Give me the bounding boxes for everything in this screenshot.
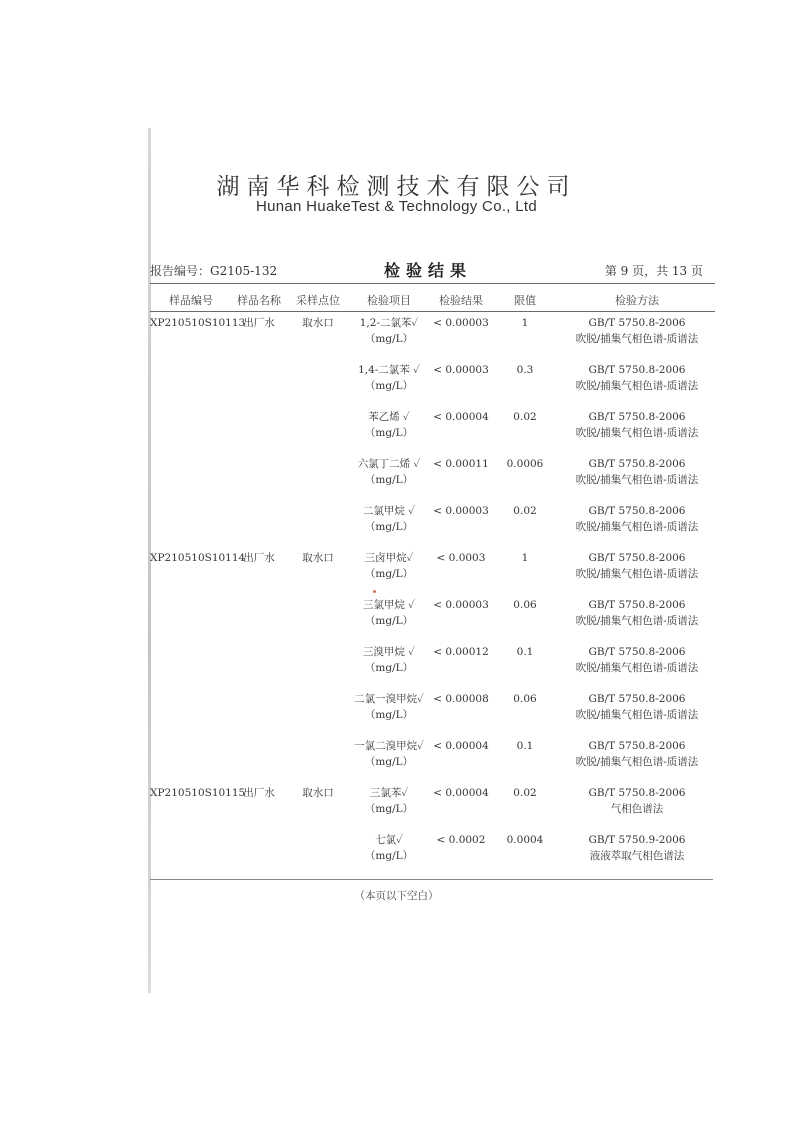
test-result: < 0.00004	[433, 787, 489, 799]
col-header-sample-id: 样品编号	[169, 294, 213, 307]
test-method	[562, 691, 712, 723]
test-result: < 0.00003	[433, 505, 489, 517]
test-limit: 0.02	[513, 787, 537, 799]
test-item-name: 二氯一溴甲烷✓	[354, 693, 424, 705]
test-limit: 0.0006	[506, 458, 544, 470]
page-info: 第 9 页，共 13 页	[604, 264, 703, 278]
test-item	[345, 456, 433, 488]
test-limit: 0.1	[516, 740, 534, 752]
test-item-unit: （mg/L）	[364, 756, 414, 768]
method-description: 吹脱/捕集气相色谱-质谱法	[575, 756, 699, 768]
method-standard: GB/T 5750.8-2006	[588, 599, 686, 611]
method-description: 液液萃取气相色谱法	[589, 850, 685, 862]
test-method	[562, 738, 712, 770]
method-standard: GB/T 5750.8-2006	[588, 693, 686, 705]
sample-location: 取水口	[302, 317, 334, 329]
test-item-unit: （mg/L）	[364, 521, 414, 533]
col-header-item: 检验项目	[367, 294, 411, 307]
col-header-location: 采样点位	[296, 294, 340, 307]
method-standard: GB/T 5750.8-2006	[588, 740, 686, 752]
method-standard: GB/T 5750.8-2006	[588, 458, 686, 470]
report-number: 报告编号：G2105-132	[150, 264, 278, 278]
method-description: 吹脱/捕集气相色谱-质谱法	[575, 615, 699, 627]
test-item-name: 一氯二溴甲烷✓	[354, 740, 424, 752]
report-title: 检验结果	[384, 261, 473, 280]
sample-name: 出厂水	[243, 787, 275, 799]
sample-location: 取水口	[302, 552, 334, 564]
test-item-unit: （mg/L）	[364, 380, 414, 392]
test-limit: 0.3	[516, 364, 534, 376]
test-limit: 1	[521, 552, 529, 564]
test-item-unit: （mg/L）	[364, 427, 414, 439]
test-limit: 1	[521, 317, 529, 329]
sample-name: 出厂水	[243, 317, 275, 329]
test-method	[562, 644, 712, 676]
test-item	[345, 691, 433, 723]
test-item-name: 苯乙烯 ✓	[368, 411, 410, 423]
table-top-rule	[150, 283, 715, 284]
col-header-result: 检验结果	[439, 294, 483, 307]
test-item-name: 七氯✓	[375, 834, 403, 846]
test-result: < 0.00003	[433, 599, 489, 611]
test-method	[562, 597, 712, 629]
sample-id: XP210510S10115	[150, 787, 246, 799]
sample-location: 取水口	[302, 787, 334, 799]
blank-below-note: （本页以下空白）	[354, 890, 439, 902]
test-result: < 0.00003	[433, 364, 489, 376]
sample-id: XP210510S10113	[150, 317, 246, 329]
test-method	[562, 456, 712, 488]
test-item-name: 二氯甲烷 ✓	[362, 505, 416, 517]
test-item	[345, 832, 433, 864]
test-method	[562, 362, 712, 394]
test-method	[562, 315, 712, 347]
test-item-unit: （mg/L）	[364, 662, 414, 674]
method-standard: GB/T 5750.8-2006	[588, 411, 686, 423]
test-item	[345, 597, 433, 629]
method-standard: GB/T 5750.8-2006	[588, 364, 686, 376]
method-description: 气相色谱法	[610, 803, 664, 815]
test-result: < 0.00008	[433, 693, 489, 705]
test-method	[562, 503, 712, 535]
company-name-cn: 湖南华科检测技术有限公司	[216, 174, 577, 200]
test-limit: 0.06	[513, 693, 537, 705]
col-header-limit: 限值	[514, 294, 536, 307]
test-item-unit: （mg/L）	[364, 709, 414, 721]
test-result: < 0.00004	[433, 740, 489, 752]
test-item-name: 三溴甲烷 ✓	[362, 646, 416, 658]
test-item-name: 1,2-二氯苯✓	[359, 317, 419, 329]
table-bottom-rule	[150, 879, 713, 880]
test-item-unit: （mg/L）	[364, 333, 414, 345]
test-result: < 0.0002	[436, 834, 486, 846]
table-header-rule	[150, 311, 715, 312]
test-result: < 0.00003	[433, 317, 489, 329]
test-limit: 0.0004	[506, 834, 544, 846]
method-description: 吹脱/捕集气相色谱-质谱法	[575, 709, 699, 721]
test-item-name: 1,4-二氯苯 ✓	[358, 364, 420, 376]
method-description: 吹脱/捕集气相色谱-质谱法	[575, 474, 699, 486]
col-header-method: 检验方法	[615, 294, 659, 307]
test-item	[345, 409, 433, 441]
sample-id: XP210510S10114	[150, 552, 246, 564]
method-description: 吹脱/捕集气相色谱-质谱法	[575, 521, 699, 533]
test-item	[345, 738, 433, 770]
test-item-unit: （mg/L）	[364, 615, 414, 627]
test-result: < 0.00004	[433, 411, 489, 423]
method-description: 吹脱/捕集气相色谱-质谱法	[575, 662, 699, 674]
test-limit: 0.06	[513, 599, 537, 611]
method-standard: GB/T 5750.8-2006	[588, 505, 686, 517]
test-item-unit: （mg/L）	[364, 568, 414, 580]
test-item	[345, 550, 433, 582]
test-item	[345, 362, 433, 394]
method-description: 吹脱/捕集气相色谱-质谱法	[575, 333, 699, 345]
sample-name: 出厂水	[243, 552, 275, 564]
test-item-unit: （mg/L）	[364, 850, 414, 862]
method-standard: GB/T 5750.8-2006	[588, 787, 686, 799]
method-standard: GB/T 5750.8-2006	[588, 552, 686, 564]
test-limit: 0.1	[516, 646, 534, 658]
test-method	[562, 832, 712, 864]
method-description: 吹脱/捕集气相色谱-质谱法	[575, 380, 699, 392]
company-name-en: Hunan HuakeTest & Technology Co., Ltd	[256, 198, 537, 215]
method-description: 吹脱/捕集气相色谱-质谱法	[575, 568, 699, 580]
test-item	[345, 785, 433, 817]
test-limit: 0.02	[513, 411, 537, 423]
test-item-unit: （mg/L）	[364, 474, 414, 486]
test-result: < 0.0003	[436, 552, 486, 564]
method-standard: GB/T 5750.8-2006	[588, 646, 686, 658]
method-standard: GB/T 5750.9-2006	[588, 834, 686, 846]
col-header-sample-name: 样品名称	[237, 294, 281, 307]
method-description: 吹脱/捕集气相色谱-质谱法	[575, 427, 699, 439]
test-item-name: 三氯甲烷 ✓	[362, 599, 416, 611]
test-result: < 0.00012	[433, 646, 489, 658]
method-standard: GB/T 5750.8-2006	[588, 317, 686, 329]
test-result: < 0.00011	[433, 458, 489, 470]
test-item	[345, 644, 433, 676]
test-method	[562, 550, 712, 582]
test-item	[345, 315, 433, 347]
test-limit: 0.02	[513, 505, 537, 517]
scan-speck	[373, 590, 376, 593]
test-item-name: 六氯丁二烯 ✓	[357, 458, 421, 470]
test-item-name: 三氯苯✓	[369, 787, 409, 799]
test-method	[562, 785, 712, 817]
test-item-name: 三卤甲烷✓	[364, 552, 414, 564]
test-item	[345, 503, 433, 535]
test-item-unit: （mg/L）	[364, 803, 414, 815]
test-method	[562, 409, 712, 441]
